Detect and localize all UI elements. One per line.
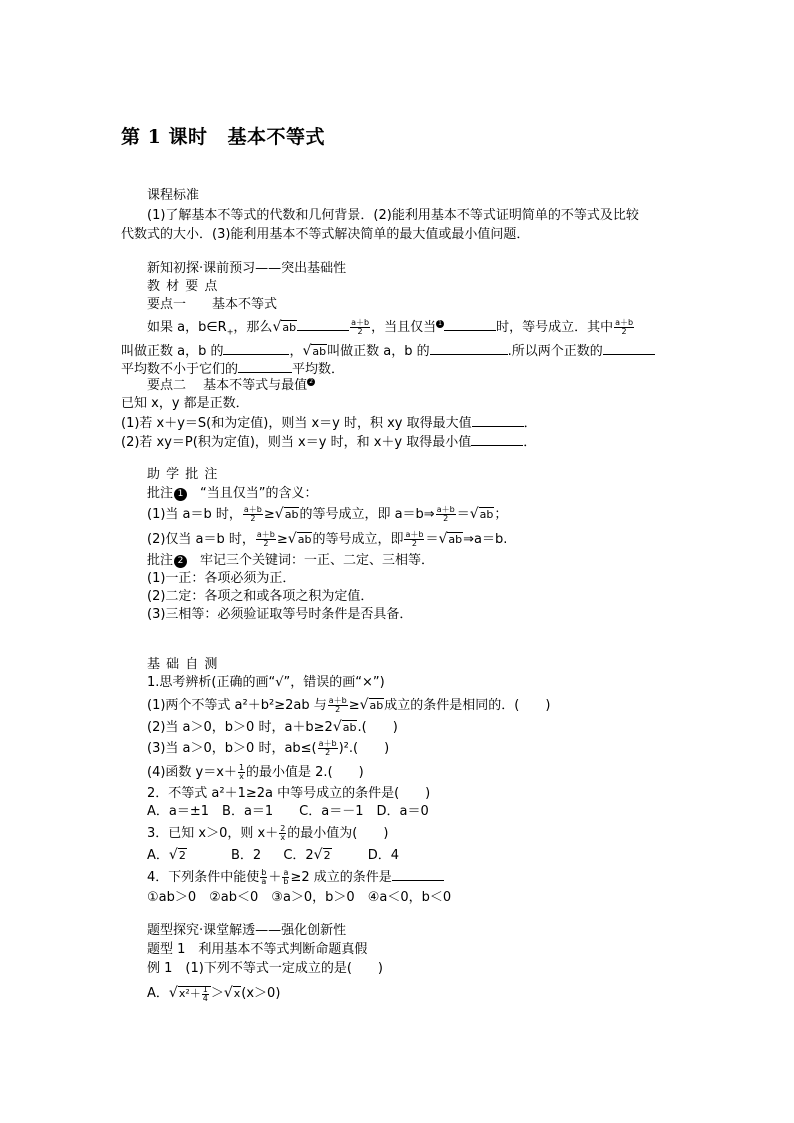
given-statement: 已知 x，y 都是正数． xyxy=(121,396,249,411)
course-standard-heading: 课程标准 xyxy=(147,188,200,203)
lesson-number: 第 1 课时 xyxy=(121,126,208,148)
point1-line3: 平均数不小于它们的 平均数． xyxy=(121,362,345,377)
blank-8[interactable] xyxy=(471,433,523,446)
question-1-2: (2)当 a＞0，b＞0 时，a＋b≥2√ab.( ) xyxy=(147,719,398,735)
question-3: 3．已知 x＞0，则 x＋ $\frac{2}{x}$ 的最小值为( ) xyxy=(147,824,389,842)
note-1-badge-icon: 1 xyxy=(174,488,187,501)
question-3-options: A．√2 B．2 C．2√2 D．4 xyxy=(147,847,400,863)
course-standard-line1: (1)了解基本不等式的代数和几何背景．(2)能利用基本不等式证明简单的不等式及比较 xyxy=(147,208,639,223)
question-1-3: (3)当 a＞0，b＞0 时，ab≤( $\frac{a+b}{2}$ )².( ) xyxy=(147,739,390,757)
option-d: D．4 xyxy=(367,848,400,863)
note1-title: 批注 1 “当且仅当”的含义： xyxy=(147,486,318,501)
textbook-points-heading: 教 材 要 点 xyxy=(147,279,219,294)
sqrt-ab: √ab xyxy=(272,319,297,335)
blank-5[interactable] xyxy=(603,342,655,355)
point1-line2: 叫做正数 a，b 的 ，√ab叫做正数 a，b 的 .所以两个正数的 xyxy=(121,342,655,361)
note2-item3: (3)三相等：必须验证取等号时条件是否具备． xyxy=(147,607,413,622)
question-4: 4．下列条件中能使 $\frac{b}{a}$ ＋ $\frac{a}{b}$ ≥2 成立的条件是 xyxy=(147,868,444,887)
example-1-option-a: A．√x²＋ $\frac{1}{4}$ ＞√x(x＞0) xyxy=(147,984,281,1003)
note-2-badge-icon: 2 xyxy=(174,555,187,568)
point1-title: 要点一 基本不等式 xyxy=(147,297,278,312)
example-1: 例 1 (1)下列不等式一定成立的是( ) xyxy=(147,961,383,976)
blank-1[interactable] xyxy=(297,318,349,331)
lesson-topic: 基本不等式 xyxy=(227,126,325,148)
blank-6[interactable] xyxy=(238,360,292,373)
point2-item1: (1)若 x＋y＝S(和为定值)，则当 x＝y 时，积 xy 取得最大值 ． xyxy=(121,416,537,431)
blank-3[interactable] xyxy=(223,342,289,355)
question-2-options: A．a＝±1 B．a＝1 C．a＝－1 D．a＝0 xyxy=(147,804,429,819)
option-a: A． xyxy=(147,848,169,863)
exploration-heading: 题型探究·课堂解透——强化创新性 xyxy=(147,923,347,938)
self-test-heading: 基 础 自 测 xyxy=(147,657,219,672)
note1-line1: (1)当 a＝b 时， $\frac{a+b}{2}$ ≥√ab的等号成立，即 a＝b⇒ $\frac{a+b}{2}$ ＝√ab； xyxy=(147,505,508,523)
new-knowledge-heading: 新知初探·课前预习——突出基础性 xyxy=(147,261,347,276)
question-1-4: (4)函数 y＝x＋ $\frac{1}{x}$ 的最小值是 2.( ) xyxy=(147,763,364,781)
fraction-a-plus-b-over-2: $\frac{a+b}{2}$ xyxy=(351,318,370,336)
blank-4[interactable] xyxy=(430,342,508,355)
course-standard-line2: 代数式的大小．(3)能利用基本不等式解决简单的最大值或最小值问题． xyxy=(121,227,530,242)
question-type-1: 题型 1 利用基本不等式判断命题真假 xyxy=(147,942,368,957)
page-title xyxy=(121,122,325,149)
note-2-marker-icon: 2 xyxy=(307,378,315,386)
question-2: 2．不等式 a²＋1≥2a 中等号成立的条件是( ) xyxy=(147,786,431,801)
blank-2[interactable] xyxy=(444,318,496,331)
blank-7[interactable] xyxy=(472,414,524,427)
point1-line1: 如果 a，$b\in R_+$，那么√ab $\frac{a+b}{2}$ ，当且仅当 1 时，等号成立．其中 $\frac{a+b}{2}$ xyxy=(147,318,634,337)
notes-heading: 助 学 批 注 xyxy=(147,467,219,482)
sqrt-ab: √ab xyxy=(302,343,327,359)
note2-title: 批注 2 牢记三个关键词：一正、二定、三相等． xyxy=(147,553,435,568)
fraction-a-plus-b-over-2: $\frac{a+b}{2}$ xyxy=(615,318,634,336)
note2-item2: (2)二定：各项之和或各项之积为定值． xyxy=(147,589,374,604)
note1-line2: (2)仅当 a＝b 时， $\frac{a+b}{2}$ ≥√ab的等号成立，即 $\frac{a+b}{2}$ ＝√ab⇒a＝b. xyxy=(147,530,508,548)
point2-title: 要点二 基本不等式与最值 2 xyxy=(147,377,315,395)
point2-item2: (2)若 xy＝P(积为定值)，则当 x＝y 时，和 x＋y 取得最小值 ． xyxy=(121,435,537,450)
note2-item1: (1)一正：各项必须为正． xyxy=(147,571,296,586)
question-1: 1.思考辨析(正确的画“√”，错误的画“×”) xyxy=(147,675,385,690)
option-c: C．2 xyxy=(283,848,314,863)
option-b: B．2 xyxy=(230,848,262,863)
question-4-options: ①ab＞0 ②ab＜0 ③a＞0，b＞0 ④a＜0，b＜0 xyxy=(147,890,452,905)
note-1-marker-icon: 1 xyxy=(436,320,444,328)
question-1-1: (1)两个不等式 a²＋b²≥2ab 与 $\frac{a+b}{2}$ ≥√ab成立的条件是相同的．( ) xyxy=(147,696,551,714)
blank-9[interactable] xyxy=(392,868,444,881)
